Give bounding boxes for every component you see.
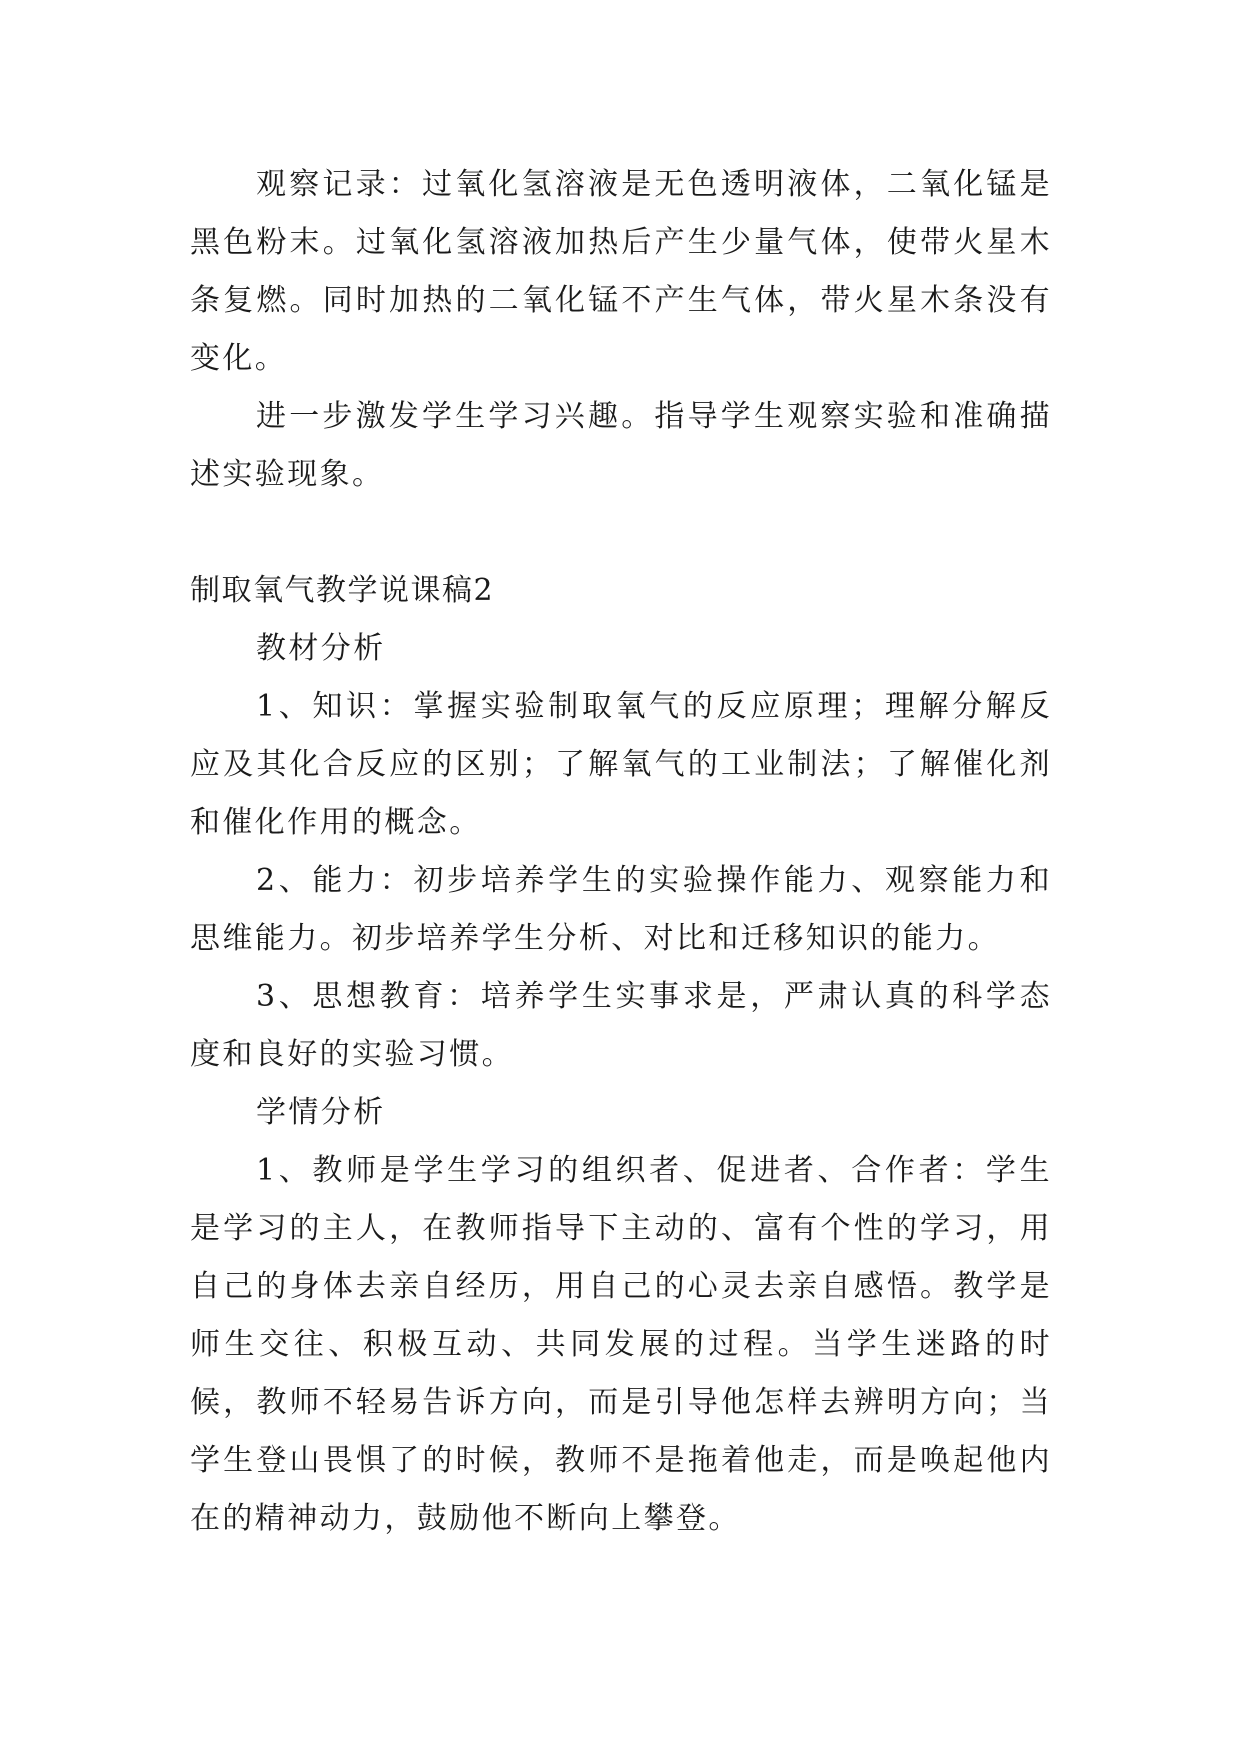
subsection-title-student-analysis: 学情分析: [256, 1095, 386, 1130]
section-title: 制取氧气教学说课稿2: [190, 573, 495, 608]
paragraph-ability-goal: 2、能力：初步培养学生的实验操作能力、观察能力和思维能力。初步培养学生分析、对比和迁移知识的能力。: [190, 863, 1052, 956]
paragraph-teacher-role: 1、教师是学生学习的组织者、促进者、合作者：学生是学习的主人，在教师指导下主动的、富有个性的学习，用自己的身体去亲自经历，用自己的心灵去亲自感悟。教学是师生交往、积极互动、共同发展的过程。当学生迷路的时候，教师不轻易告诉方向，而是引导他怎样去辨明方向；当学生登山畏惧了的时候，教师不是拖着他走，而是唤起他内在的精神动力，鼓励他不断向上攀登。: [190, 1153, 1052, 1536]
paragraph-ideology-goal: 3、思想教育：培养学生实事求是，严肃认真的科学态度和良好的实验习惯。: [190, 979, 1052, 1072]
paragraph-observation-record: 观察记录：过氧化氢溶液是无色透明液体，二氧化锰是黑色粉末。过氧化氢溶液加热后产生少量气体，使带火星木条复燃。同时加热的二氧化锰不产生气体，带火星木条没有变化。: [190, 167, 1052, 376]
document-body: [190, 156, 1052, 1548]
paragraph-stimulate-interest: 进一步激发学生学习兴趣。指导学生观察实验和准确描述实验现象。: [190, 399, 1052, 492]
section-spacer: [190, 504, 1052, 562]
subsection-title-textbook-analysis: 教材分析: [256, 631, 386, 666]
paragraph-knowledge-goal: 1、知识：掌握实验制取氧气的反应原理；理解分解反应及其化合反应的区别；了解氧气的工业制法；了解催化剂和催化作用的概念。: [190, 689, 1052, 840]
